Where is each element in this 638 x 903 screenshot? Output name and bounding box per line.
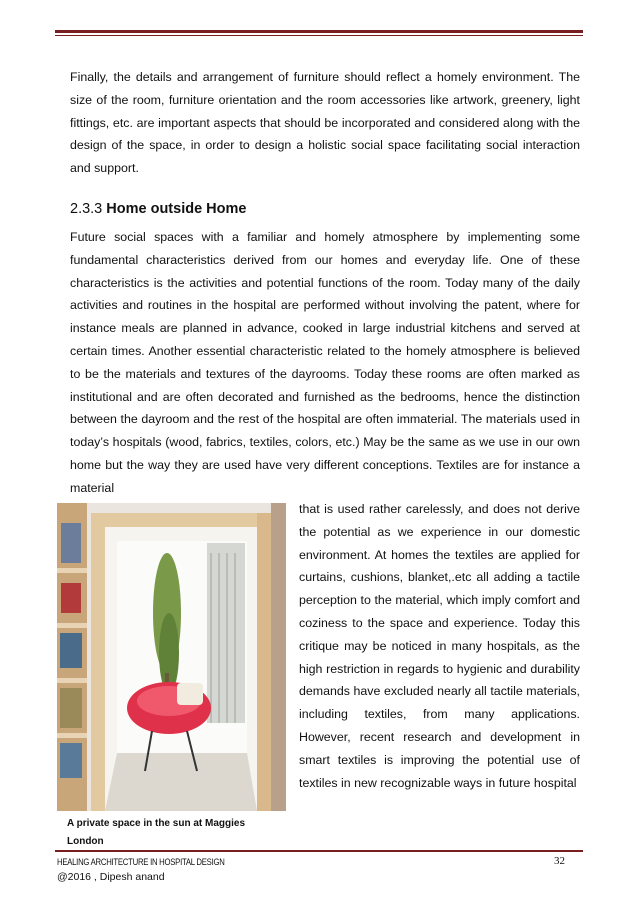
body-paragraph-3: that is used rather carelessly, and does not derive the potential as we experience in our domestic environment. At homes the textiles are applied for curtains, cushions, blanket,.etc all adding a tactile perception to the material, which imply comfort and coziness to the space and experience. Today this critique may be noticed in many hospitals, as the high restriction in regards to hygienic and durability demands have excluded nearly all tactile materials, including textiles, from many applications. However, recent research and development in smart textiles is improving the potential use of textiles in new recognizable ways in future hospital xyxy=(299,502,580,790)
footer-title: HEALING ARCHITECTURE IN HOSPITAL DESIGN xyxy=(57,857,225,867)
section-title: Home outside Home xyxy=(106,201,247,217)
section-number: 2.3.3 xyxy=(70,201,103,217)
body-paragraph-2: Future social spaces with a familiar and homely atmosphere by implementing some fundamental characteristics derived from our homes and everyday life. One of these characteristics is the activities and potential functions of the room. Today many of the daily activities and routines in the hospital are performed without involving the patent, where for instance meals are planned in advance, cooked in large industrial kitchens and served at certain times. Another essential characteristic related to the homely atmosphere is believed to be the materials and textures of the dayrooms. Today these rooms are often marked as institutional and are often decorated and furnished as the bedrooms, hence the distinction between the dayroom and the rest of the hospital are often immaterial. The materials used in today’s hospitals (wood, fabrics, textiles, colors, etc.) May be the same as we use in our own home but the way they are used have very different conceptions. Textiles are for instance a material xyxy=(70,230,580,495)
body-paragraph-1: Finally, the details and arrangement of furniture should reflect a homely environment. The size of the room, furniture orientation and the room accessories like artwork, greenery, light fittings, etc. are important aspects that should be incorporated and considered along with the design of the space, in order to design a holistic social space facilitating social interaction and support. xyxy=(70,70,580,176)
footer-credit: @2016 , Dipesh anand xyxy=(57,871,165,883)
maggies-photo xyxy=(57,503,286,811)
footer-rule xyxy=(55,850,583,852)
page-number: 32 xyxy=(554,855,565,867)
header-rule xyxy=(55,30,583,33)
section-heading xyxy=(70,201,246,217)
figure-caption: A private space in the sun at Maggies London xyxy=(67,818,246,847)
header-rule-thin xyxy=(55,35,583,36)
